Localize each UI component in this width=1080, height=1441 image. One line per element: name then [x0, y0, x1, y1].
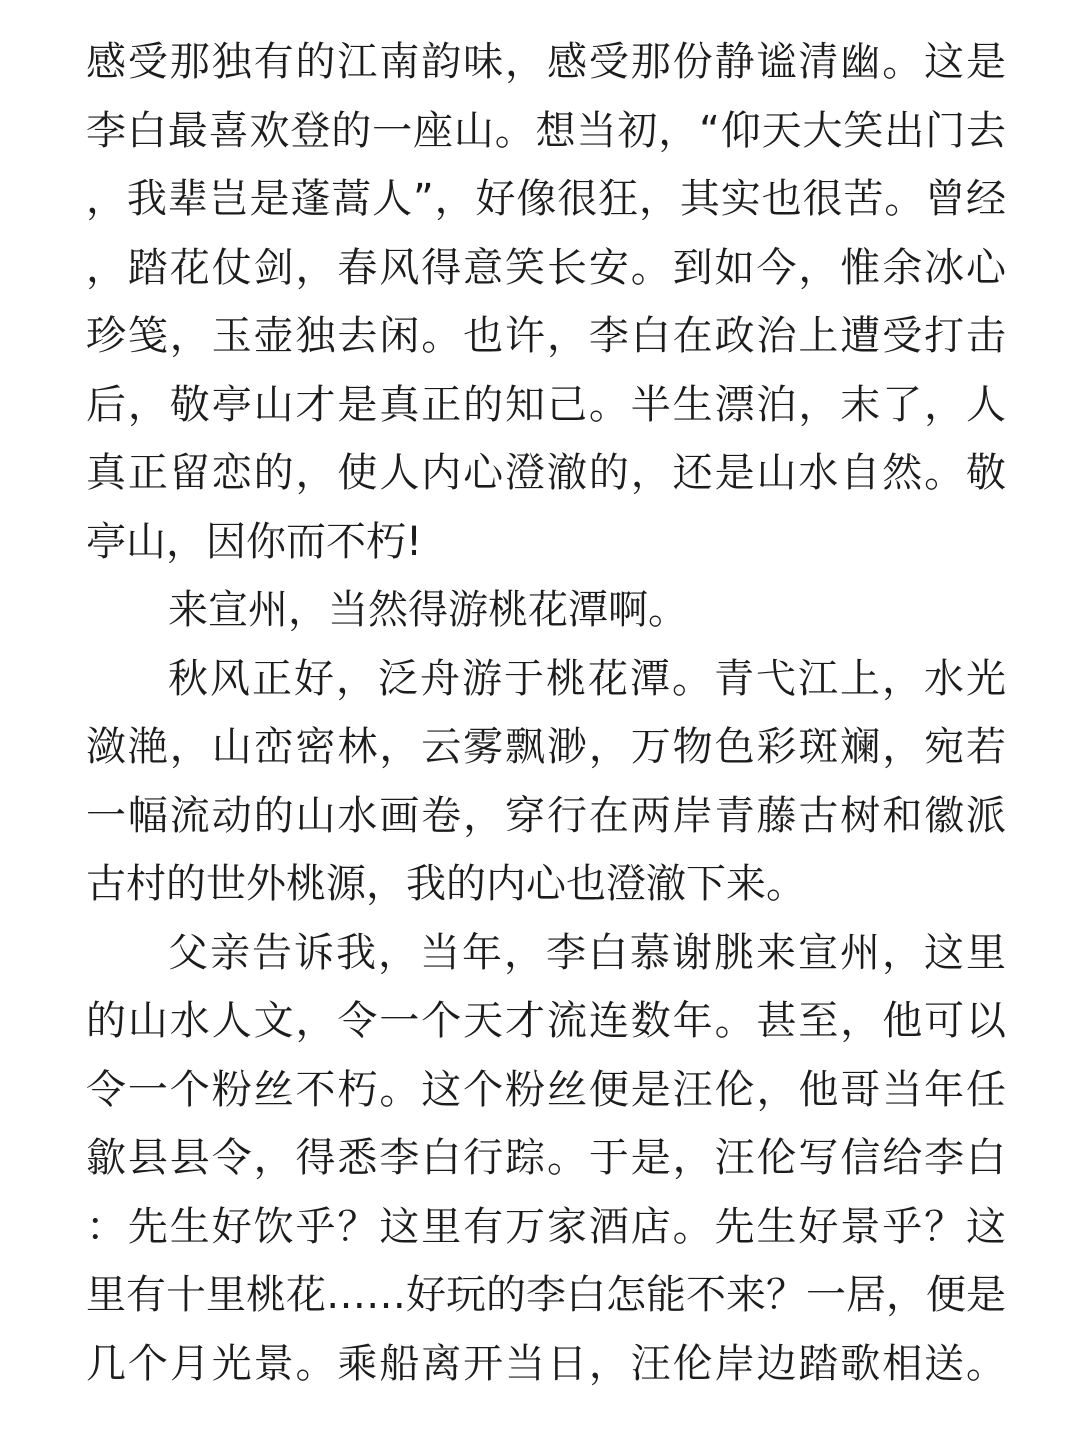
- text-line: 亭山，因你而不朽!: [86, 518, 423, 565]
- text-line: 秋风正好，泛舟游于桃花潭。青弋江上，水光: [168, 655, 1006, 702]
- text-line: 来宣州，当然得游桃花潭啊。: [168, 587, 688, 633]
- text-line: 几个月光景。乘船离开当日，汪伦岸边踏歌相送。: [86, 1340, 1006, 1387]
- text-line: 潋滟，山峦密林，云雾飘渺，万物色彩斑斓，宛若: [86, 724, 1006, 770]
- text-line: 令一个粉丝不朽。这个粉丝便是汪伦，他哥当年任: [86, 1066, 1006, 1113]
- text-line: 珍笺，玉壶独去闲。也许，李白在政治上遭受打击: [86, 313, 1006, 359]
- text-line: 歙县县令，得悉李白行踪。于是，汪伦写信给李白: [86, 1135, 1006, 1181]
- text-line: 的山水人文，令一个天才流连数年。甚至，他可以: [86, 998, 1006, 1044]
- article-body: [86, 28, 1006, 1398]
- text-line: 感受那独有的江南韵味，感受那份静谧清幽。这是: [86, 39, 1006, 85]
- text-line: 后，敬亭山才是真正的知己。半生漂泊，末了，人: [86, 381, 1006, 428]
- text-line: ，踏花仗剑，春风得意笑长安。到如今，惟余冰心: [86, 244, 1006, 291]
- text-line: 古村的世外桃源，我的内心也澄澈下来。: [86, 861, 806, 907]
- text-line: 里有十里桃花……好玩的李白怎能不来？一居，便是: [86, 1272, 1006, 1318]
- text-line: ：先生好饮乎？这里有万家酒店。先生好景乎？这: [86, 1203, 1006, 1250]
- text-line: 真正留恋的，使人内心澄澈的，还是山水自然。敬: [86, 450, 1006, 496]
- text-line: ，我辈岂是蓬蒿人”，好像很狂，其实也很苦。曾经: [86, 176, 1006, 222]
- text-line: 一幅流动的山水画卷，穿行在两岸青藤古树和徽派: [86, 792, 1006, 839]
- text-line: 父亲告诉我，当年，李白慕谢朓来宣州，这里: [168, 929, 1006, 976]
- text-line: 李白最喜欢登的一座山。想当初，“仰天大笑出门去: [86, 107, 1006, 154]
